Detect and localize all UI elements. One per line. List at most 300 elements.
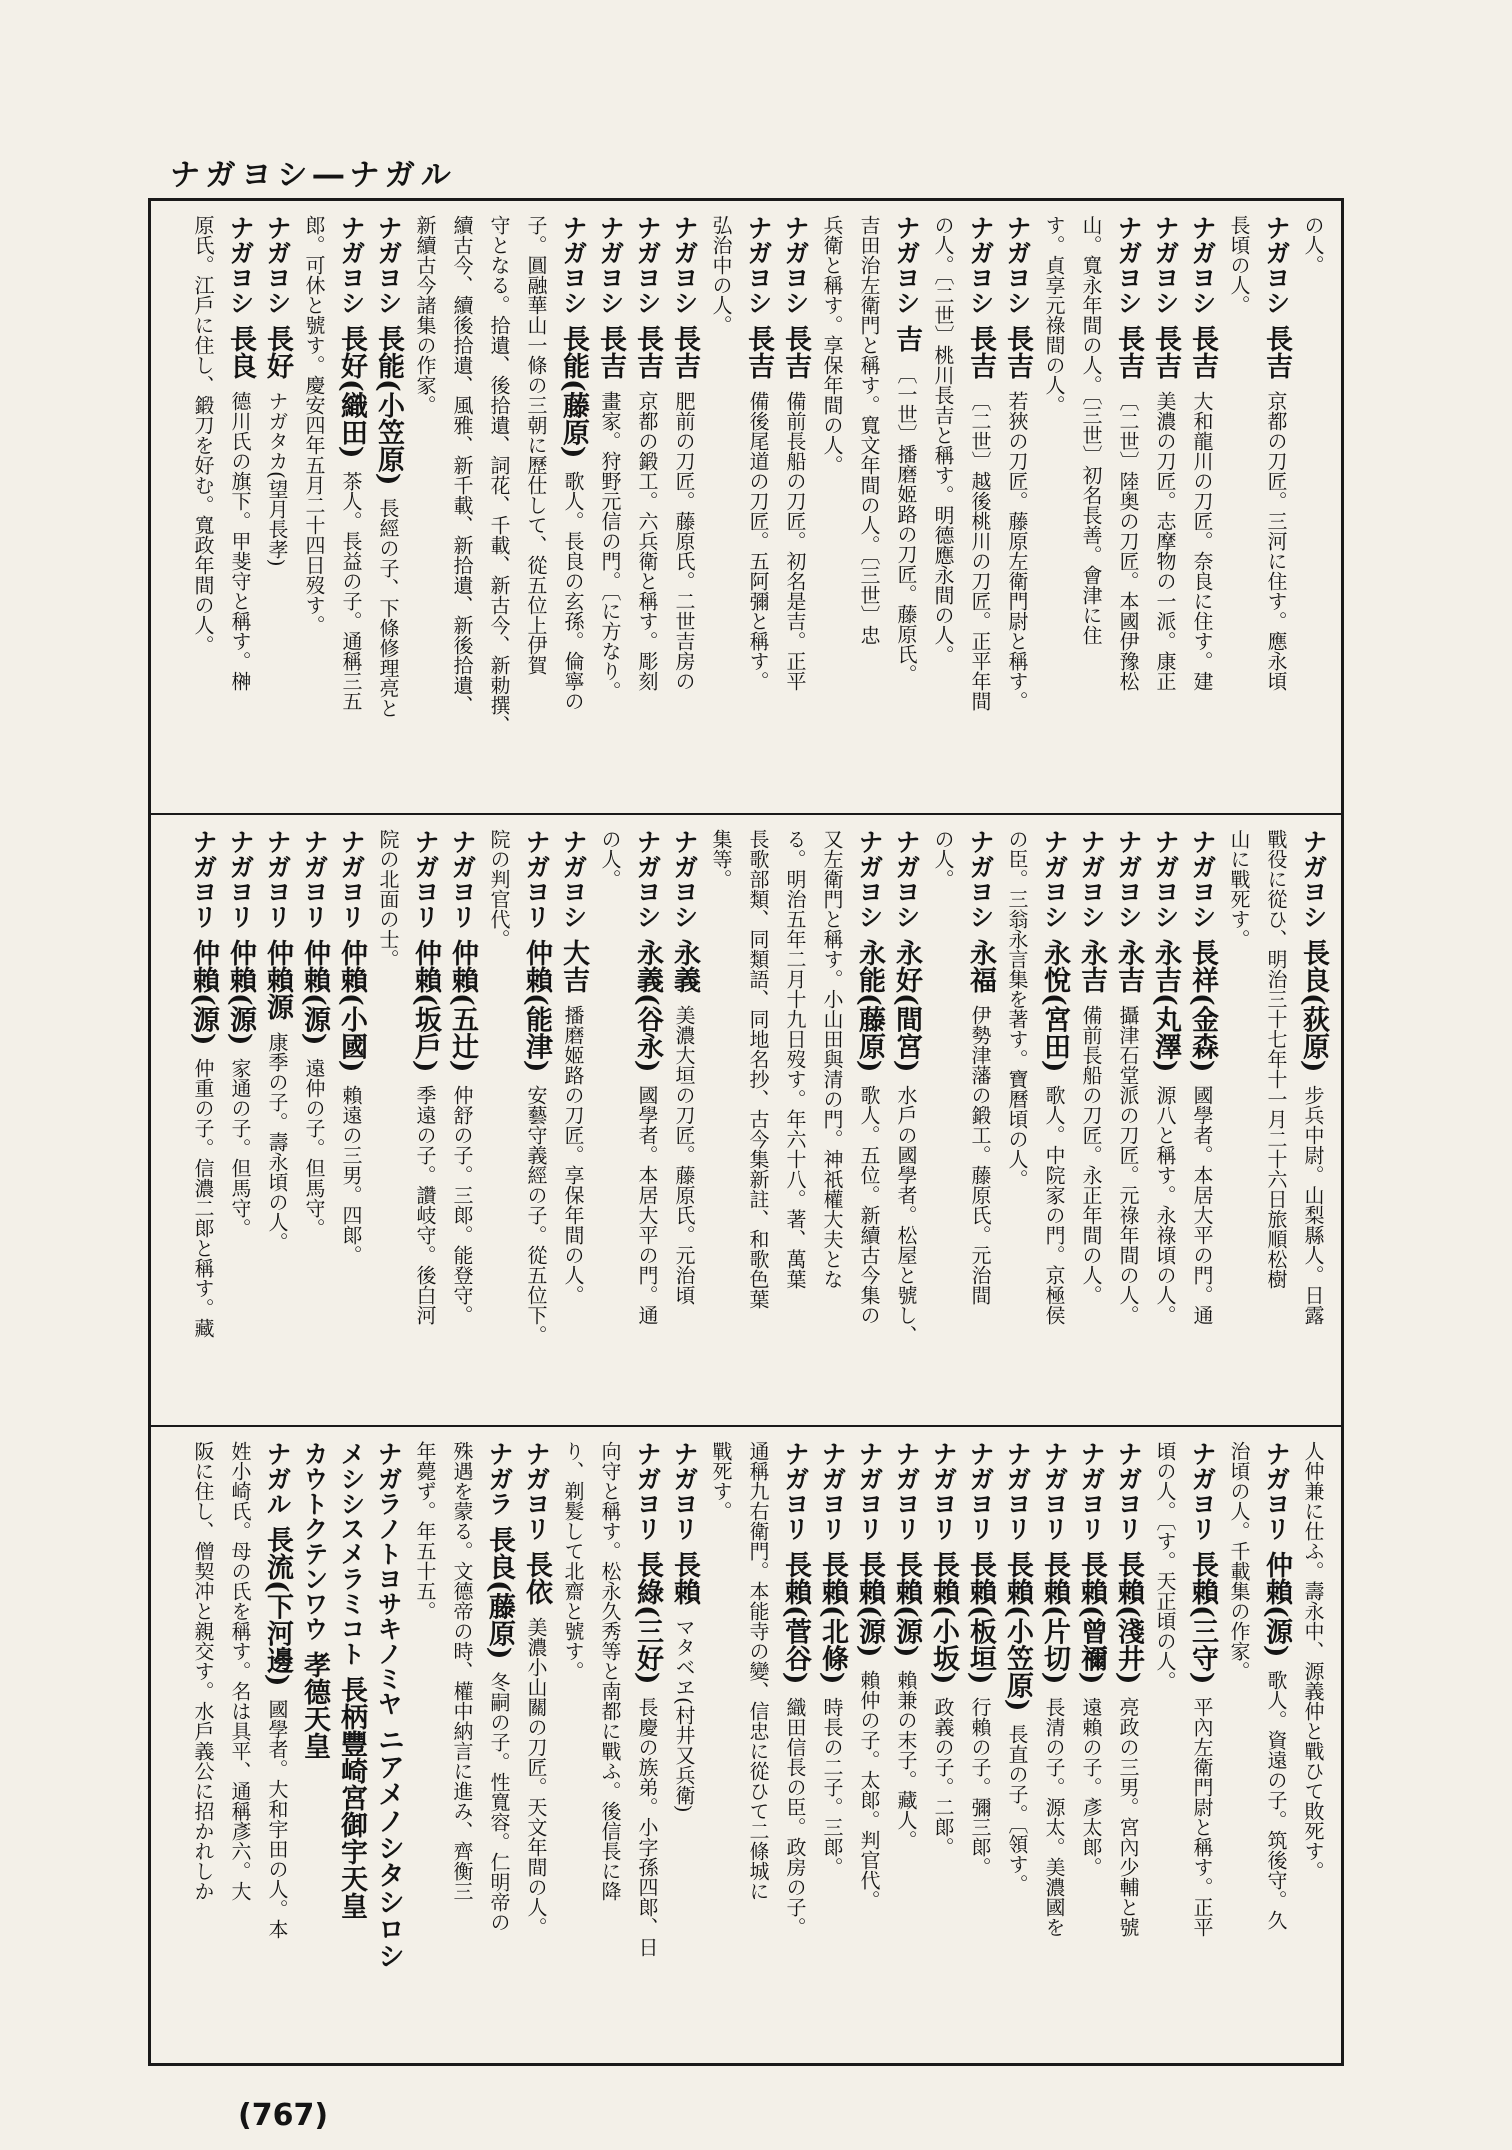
- entry-description: 備前長船の刀匠。初名是吉。正平: [783, 391, 807, 691]
- entry-description: 畫家。狩野元信の門。〔に方なり。: [598, 391, 622, 701]
- entry-continuation: [481, 215, 517, 799]
- entry-reading: ナガヨシ: [1003, 215, 1032, 315]
- entry-name: 長賴(小笠原): [1002, 1551, 1033, 1712]
- entry-description: 大和龍川の刀匠。奈良に住す。建: [1190, 391, 1214, 691]
- entry-continuation: [592, 829, 628, 1411]
- dictionary-entry: [333, 215, 369, 799]
- entry-reading: メシシスメラミコト: [337, 1441, 366, 1666]
- dictionary-entry: [1258, 215, 1294, 799]
- dictionary-entry: [222, 215, 258, 799]
- entry-continuation: [444, 215, 480, 799]
- dictionary-entry: [666, 1441, 702, 2049]
- entry-description: 德川氏の旗下。甲斐守と稱す。榊: [228, 391, 252, 691]
- entry-name: 仲賴(能津): [521, 939, 552, 1073]
- entry-continuation: [1295, 215, 1331, 799]
- entry-description: の人。: [598, 829, 622, 889]
- entry-reading: ナガヨシ: [1114, 215, 1143, 315]
- entry-continuation: [777, 829, 813, 1411]
- entry-description: 國學者。本居大平の門。通: [1190, 1084, 1214, 1325]
- entry-reading: ナガヨリ: [522, 1441, 551, 1541]
- entry-reading: ナガヨリ: [966, 1441, 995, 1541]
- entry-name: 仲賴(源): [188, 939, 219, 1046]
- entry-reading: ナガヨシ: [337, 215, 366, 315]
- dictionary-entry: [1110, 829, 1146, 1411]
- dictionary-entry: [296, 1441, 332, 2049]
- entry-reading: ナガヨリ: [818, 1441, 847, 1541]
- entry-description: 吉田治左衛門と稱す。寬文年間の人。〔三世〕忠: [857, 215, 881, 645]
- dictionary-entry: [888, 1441, 924, 2049]
- entry-description: 頃の人。〔す。天正頃の人。: [1153, 1441, 1177, 1691]
- entry-description: 冬嗣の子。性寬容。仁明帝の: [487, 1671, 511, 1932]
- entry-description: 水戶の國學者。松屋と號し、: [894, 1084, 918, 1345]
- entry-reading: ナガヨリ: [189, 829, 218, 929]
- dictionary-entry: [333, 1441, 369, 2049]
- entry-name: 長吉: [1150, 325, 1181, 379]
- dictionary-entry: [592, 215, 628, 799]
- entry-description: 康季の子。壽永頃の人。: [265, 1032, 289, 1252]
- entry-description: 遠賴の子。彥太郞。: [1079, 1696, 1103, 1877]
- entry-description: 弘治中の人。: [709, 215, 733, 335]
- entry-description: 郎。可休と號す。慶安四年五月二十四日歿す。: [302, 215, 326, 635]
- entry-description: 山に戰死す。: [1227, 829, 1251, 949]
- entry-reading: ナガヨシ: [892, 215, 921, 315]
- dictionary-entry: [1110, 215, 1146, 799]
- dictionary-entry: [259, 1441, 295, 2049]
- entry-description: 守となる。拾遺、後拾遺、詞花、千載、新古今、新勅撰、: [487, 215, 511, 735]
- entry-name: 永吉: [1076, 939, 1107, 993]
- entry-reading: ナガヨリ: [781, 1441, 810, 1541]
- entry-name: 長吉: [632, 325, 663, 379]
- entry-reading: ナガヨシ: [1077, 829, 1106, 929]
- entry-reading: ナガヨリ: [1188, 1441, 1217, 1541]
- entry-description: り、剃髮して北齋と號す。: [561, 1441, 585, 1681]
- entry-description: 又左衛門と稱す。小山田與清の門。神祇權大夫とな: [820, 829, 844, 1289]
- entry-description: 織田信長の臣。政房の子。: [783, 1696, 807, 1937]
- entry-name: 永義: [669, 939, 700, 993]
- entry-reading: ナガヨシ: [855, 829, 884, 929]
- entry-name: 長吉: [1261, 325, 1292, 379]
- entry-description: 長慶の族弟。小字孫四郞、日: [635, 1696, 659, 1957]
- entry-reading: ナガラ: [485, 1441, 514, 1516]
- entry-name: 長好(織田): [336, 325, 367, 459]
- dictionary-entry: [888, 829, 924, 1411]
- entry-description: 戰役に從ひ、明治三十七年十一月二十六日旅順松樹: [1264, 829, 1288, 1289]
- entry-description: 人仲兼に仕ふ。壽永中、源義仲と戰ひて敗死す。: [1301, 1441, 1325, 1881]
- entry-description: 歌人。長良の玄孫。倫寧の: [561, 470, 585, 711]
- entry-description: 山。寬永年間の人。〔三世〕初名長善。會津に住: [1079, 215, 1103, 645]
- entry-continuation: [703, 829, 739, 1411]
- entry-continuation: [703, 1441, 739, 2049]
- entry-continuation: [1295, 1441, 1331, 2049]
- dictionary-entry: [407, 829, 443, 1411]
- entry-reading: ナガヨリ: [522, 829, 551, 929]
- entry-continuation: [481, 829, 517, 1411]
- entry-reading: ナガヨリ: [411, 829, 440, 929]
- dictionary-entry: [370, 1441, 406, 2049]
- entry-continuation: [999, 829, 1035, 1411]
- entry-description: 歌人。中院家の門。京極侯: [1042, 1084, 1066, 1325]
- entry-reading: ナガヨシ: [374, 215, 403, 315]
- entry-reading: ナガヨシ: [226, 215, 255, 315]
- entry-name: 長吉: [965, 325, 996, 379]
- dictionary-entry: [333, 829, 369, 1411]
- entry-description: 仲重の子。信濃二郞と稱す。藏: [191, 1057, 215, 1338]
- entry-description: マタベヱ(村井又兵衛): [672, 1617, 696, 1813]
- dictionary-entry: [1258, 1441, 1294, 2049]
- entry-name: 長賴(曾禰): [1076, 1551, 1107, 1685]
- entry-name: 長良(藤原): [484, 1526, 515, 1660]
- entry-continuation: [1258, 829, 1294, 1411]
- entry-continuation: [740, 1441, 776, 2049]
- running-head: ナガヨシ―ナガル: [170, 158, 457, 193]
- dictionary-entry: [999, 1441, 1035, 2049]
- entry-name: 長吉: [669, 325, 700, 379]
- entry-description: 賴兼の末子。藏人。: [894, 1669, 918, 1850]
- entry-description: 年薨ず。年五十五。: [413, 1441, 437, 1621]
- entry-name: 長吉: [780, 325, 811, 379]
- dictionary-frame: [148, 198, 1344, 2066]
- dictionary-entry: [777, 215, 813, 799]
- entry-description: 新續古今諸集の作家。: [413, 215, 437, 415]
- entry-description: の臣。三翁永言集を著す。寶曆頃の人。: [1005, 829, 1029, 1189]
- entry-continuation: [851, 215, 887, 799]
- entry-name: 仲賴(源): [1261, 1551, 1292, 1658]
- entry-description: 長直の子。〔領す。: [1005, 1723, 1029, 1894]
- entry-description: る。明治五年二月十九日歿す。年六十八。著、萬葉: [783, 829, 807, 1289]
- entry-description: 〔一世〕播磨姬路の刀匠。藤原氏。: [894, 364, 918, 684]
- entry-reading: ナガヨシ: [1262, 215, 1291, 315]
- entry-continuation: [1073, 215, 1109, 799]
- entry-description: 院の判官代。: [487, 829, 511, 949]
- entry-continuation: [1221, 829, 1257, 1411]
- entry-description: す。貞享元祿間の人。: [1042, 215, 1066, 415]
- entry-name: 長好: [262, 325, 293, 379]
- dictionary-entry: [999, 215, 1035, 799]
- entry-name: 永福: [965, 939, 996, 993]
- entry-description: 殊遇を蒙る。文德帝の時、權中納言に進み、齊衡三: [450, 1441, 474, 1901]
- entry-name: 長賴(源): [854, 1551, 885, 1658]
- entry-reading: ナガヨリ: [1040, 1441, 1069, 1541]
- dictionary-entry: [1147, 215, 1183, 799]
- entry-description: 京都の鍛工。六兵衛と稱す。彫刻: [635, 391, 659, 691]
- entry-description: 國學者。大和宇田の人。本: [265, 1698, 289, 1939]
- entry-name: 長良(荻原): [1298, 939, 1329, 1073]
- dictionary-entry: [888, 215, 924, 799]
- dictionary-entry: [777, 1441, 813, 2049]
- entry-name: ニアメノシタシロシ: [373, 1726, 404, 1969]
- dictionary-entry: [1073, 1441, 1109, 2049]
- entry-description: 歌人。資遠の子。筑後守。久: [1264, 1669, 1288, 1930]
- entry-reading: ナガヨシ: [1188, 829, 1217, 929]
- dictionary-entry: [555, 829, 591, 1411]
- dictionary-entry: [962, 829, 998, 1411]
- entry-description: 亮政の三男。宮內少輔と號: [1116, 1696, 1140, 1937]
- entry-continuation: [296, 215, 332, 799]
- dictionary-entry: [1295, 829, 1331, 1411]
- entry-reading: ナガヨシ: [1299, 829, 1328, 929]
- entry-continuation: [407, 1441, 443, 2049]
- entry-name: 長賴(菅谷): [780, 1551, 811, 1685]
- entry-name: 仲賴(源): [299, 939, 330, 1046]
- entry-description: 歌人。五位。新續古今集の: [857, 1084, 881, 1325]
- entry-reading: ナガヨシ: [1114, 829, 1143, 929]
- entry-description: 賴仲の子。太郞。判官代。: [857, 1669, 881, 1910]
- dictionary-entry: [296, 829, 332, 1411]
- entry-description: 肥前の刀匠。藤原氏。二世吉房の: [672, 391, 696, 691]
- entry-description: 平內左衛門尉と稱す。正平: [1190, 1696, 1214, 1937]
- entry-name: 仲賴(坂戶): [410, 939, 441, 1073]
- entry-continuation: [370, 829, 406, 1411]
- entry-continuation: [1147, 1441, 1183, 2049]
- entry-name: 永吉(丸澤): [1150, 939, 1181, 1073]
- entry-reading: カウトクテンワウ: [300, 1441, 329, 1641]
- entry-description: 京都の刀匠。三河に住す。應永頃: [1264, 391, 1288, 691]
- entry-description: 長經の子、下條修理亮と: [376, 497, 400, 718]
- dictionary-entry: [962, 215, 998, 799]
- entry-name: 長祥(金森): [1187, 939, 1218, 1073]
- entry-reading: ナガヨリ: [300, 829, 329, 929]
- entry-description: 若狹の刀匠。藤原左衛門尉と稱す。: [1005, 391, 1029, 711]
- entry-description: 長清の子。源太。美濃國を: [1042, 1696, 1066, 1937]
- entry-name: 長柄豐崎宮御宇天皇: [336, 1676, 367, 1919]
- entry-name: 長賴(板垣): [965, 1551, 996, 1685]
- entry-reading: ナガル: [263, 1441, 292, 1516]
- entry-reading: ナガヨシ: [1151, 215, 1180, 315]
- dictionary-entry: [185, 829, 221, 1411]
- entry-description: 伊勢津藩の鍛工。藤原氏。元治間: [968, 1005, 992, 1305]
- entry-name: 吉: [891, 325, 922, 352]
- entry-description: 仲舒の子。三郞。能登守。: [450, 1084, 474, 1325]
- entry-description: 〔二世〕越後桃川の刀匠。正平年間: [968, 391, 992, 711]
- entry-description: 〔二世〕陸奥の刀匠。本國伊豫松: [1116, 391, 1140, 691]
- entry-description: 美濃の刀匠。志摩物の一派。康正: [1153, 391, 1177, 691]
- entry-description: 子。圓融華山一條の三朝に歷仕して、從五位上伊賀: [524, 215, 548, 675]
- entry-reading: ナガヨシ: [1188, 215, 1217, 315]
- entry-description: 國學者。本居大平の門。通: [635, 1084, 659, 1325]
- entry-continuation: [555, 1441, 591, 2049]
- entry-name: 長吉: [1113, 325, 1144, 379]
- entry-name: 長流(下河邊): [262, 1526, 293, 1687]
- dictionary-entry: [740, 215, 776, 799]
- entry-name: 永好(間宮): [891, 939, 922, 1073]
- entry-description: 源八と稱す。永祿頃の人。: [1153, 1084, 1177, 1325]
- entry-description: 原氏。江戶に住し、鍛刀を好む。寬政年間の人。: [191, 215, 215, 655]
- entry-continuation: [740, 829, 776, 1411]
- entry-description: 賴遠の三男。四郞。: [339, 1084, 363, 1265]
- entry-name: 長賴(片切): [1039, 1551, 1070, 1685]
- dictionary-entry: [814, 1441, 850, 2049]
- dictionary-entry: [1036, 1441, 1072, 2049]
- entry-reading: ナガヨリ: [263, 829, 292, 929]
- band-bottom: [151, 1425, 1341, 2063]
- entry-description: 姓小崎氏。母の氏を稱す。名は具平、通稱彥六。大: [228, 1441, 252, 1901]
- entry-continuation: [925, 215, 961, 799]
- entry-description: 美濃大垣の刀匠。藤原氏。元治頃: [672, 1005, 696, 1305]
- entry-reading: ナガヨリ: [1077, 1441, 1106, 1541]
- entry-name: 永義(谷永): [632, 939, 663, 1073]
- entry-description: 向守と稱す。松永久秀等と南都に戰ふ。後信長に降: [598, 1441, 622, 1901]
- entry-reading: ナガヨリ: [855, 1441, 884, 1541]
- entry-reading: ナガヨリ: [892, 1441, 921, 1541]
- entry-continuation: [444, 1441, 480, 2049]
- dictionary-entry: [629, 1441, 665, 2049]
- entry-reading: ナガヨシ: [1040, 829, 1069, 929]
- entry-continuation: [814, 215, 850, 799]
- entry-name: 長賴(北條): [817, 1551, 848, 1685]
- entry-reading: ナガヨシ: [263, 215, 292, 315]
- entry-description: の人。〔二世〕桃川長吉と稱す。明德應永間の人。: [931, 215, 955, 665]
- dictionary-entry: [1036, 829, 1072, 1411]
- entry-reading: ナガヨリ: [448, 829, 477, 929]
- entry-reading: ナガヨシ: [559, 215, 588, 315]
- dictionary-entry: [259, 829, 295, 1411]
- dictionary-entry: [1184, 1441, 1220, 2049]
- entry-continuation: [814, 829, 850, 1411]
- entry-description: 兵衛と稱す。享保年間の人。: [820, 215, 844, 475]
- entry-name: 長賴(淺井): [1113, 1551, 1144, 1685]
- entry-continuation: [1221, 215, 1257, 799]
- entry-description: 長歌部類、同類語、同地名抄、古今集新註、和歌色葉: [746, 829, 770, 1309]
- entry-continuation: [925, 829, 961, 1411]
- entry-continuation: [185, 215, 221, 799]
- entry-description: 集等。: [709, 829, 733, 889]
- entry-reading: ナガヨシ: [966, 829, 995, 929]
- entry-reading: ナガヨシ: [596, 215, 625, 315]
- entry-description: 美濃小山關の刀匠。天文年間の人。: [524, 1617, 548, 1937]
- entry-reading: ナガヨリ: [929, 1441, 958, 1541]
- entry-reading: ナガヨシ: [1151, 829, 1180, 929]
- dictionary-entry: [1110, 1441, 1146, 2049]
- entry-name: 永能(藤原): [854, 939, 885, 1073]
- entry-reading: ナガヨシ: [781, 215, 810, 315]
- dictionary-entry: [925, 1441, 961, 2049]
- entry-description: 季遠の子。讚岐守。後白河: [413, 1084, 437, 1325]
- entry-continuation: [1221, 1441, 1257, 2049]
- entry-description: の人。: [931, 829, 955, 889]
- entry-reading: ナガヨシ: [559, 829, 588, 929]
- dictionary-entry: [666, 829, 702, 1411]
- dictionary-entry: [629, 215, 665, 799]
- entry-description: 阪に住し、僧契冲と親交す。水戶義公に招かれしか: [191, 1441, 215, 1901]
- entry-description: ナガタカ(望月長孝): [265, 391, 289, 567]
- entry-description: 通稱九右衛門。本能寺の變、信忠に從ひて二條城に: [746, 1441, 770, 1901]
- entry-reading: ナガヨシ: [670, 215, 699, 315]
- entry-continuation: [592, 1441, 628, 2049]
- entry-continuation: [185, 1441, 221, 2049]
- entry-name: 長賴(三守): [1187, 1551, 1218, 1685]
- entry-description: 長頃の人。: [1227, 215, 1251, 315]
- entry-name: 仲賴(源): [225, 939, 256, 1046]
- dictionary-entry: [1184, 829, 1220, 1411]
- entry-description: 備前長船の刀匠。永正年間の人。: [1079, 1005, 1103, 1305]
- entry-name: 長能(藤原): [558, 325, 589, 459]
- dictionary-entry: [518, 829, 554, 1411]
- entry-reading: ナガヨシ: [633, 215, 662, 315]
- entry-description: 治頃の人。千載集の作家。: [1227, 1441, 1251, 1681]
- entry-reading: ナガヨシ: [892, 829, 921, 929]
- entry-reading: ナガヨリ: [633, 1441, 662, 1541]
- entry-reading: ナガヨリ: [337, 829, 366, 929]
- dictionary-entry: [851, 1441, 887, 2049]
- page-number: (767): [238, 2098, 329, 2133]
- dictionary-entry: [222, 829, 258, 1411]
- entry-continuation: [703, 215, 739, 799]
- dictionary-entry: [1073, 829, 1109, 1411]
- entry-name: 孝德天皇: [299, 1651, 330, 1759]
- entry-description: 政義の子。二郞。: [931, 1696, 955, 1857]
- entry-description: 時長の二子。三郞。: [820, 1696, 844, 1877]
- dictionary-entry: [444, 829, 480, 1411]
- entry-description: 播磨姬路の刀匠。享保年間の人。: [561, 1005, 585, 1305]
- entry-reading: ナガヨリ: [1003, 1441, 1032, 1541]
- entry-description: 步兵中尉。山梨縣人。日露: [1301, 1084, 1325, 1325]
- entry-description: 行賴の子。彌三郞。: [968, 1696, 992, 1877]
- dictionary-entry: [962, 1441, 998, 2049]
- entry-continuation: [518, 215, 554, 799]
- band-top: [151, 201, 1341, 813]
- entry-continuation: [222, 1441, 258, 2049]
- entry-continuation: [1036, 215, 1072, 799]
- entry-name: 永悅(宮田): [1039, 939, 1070, 1073]
- entry-reading: ナガヨリ: [670, 1441, 699, 1541]
- entry-continuation: [407, 215, 443, 799]
- dictionary-entry: [666, 215, 702, 799]
- entry-description: の人。: [1301, 215, 1325, 275]
- entry-name: 長吉: [1187, 325, 1218, 379]
- entry-reading: ナガヨシ: [633, 829, 662, 929]
- entry-description: 院の北面の士。: [376, 829, 400, 969]
- entry-name: 長綠(三好): [632, 1551, 663, 1685]
- dictionary-entry: [555, 215, 591, 799]
- entry-description: 遠仲の子。但馬守。: [302, 1057, 326, 1238]
- entry-description: 安藝守義經の子。從五位下。: [524, 1084, 548, 1345]
- entry-reading: ナガヨリ: [1114, 1441, 1143, 1541]
- entry-description: 戰死す。: [709, 1441, 733, 1521]
- dictionary-entry: [1184, 215, 1220, 799]
- entry-reading: ナガラノトヨサキノミヤ: [374, 1441, 403, 1716]
- entry-name: 大吉: [558, 939, 589, 993]
- entry-name: 長賴: [669, 1551, 700, 1605]
- entry-description: 攝津石堂派の刀匠。元祿年間の人。: [1116, 1005, 1140, 1325]
- entry-reading: ナガヨシ: [744, 215, 773, 315]
- entry-name: 永吉: [1113, 939, 1144, 993]
- entry-name: 長依: [521, 1551, 552, 1605]
- entry-description: 備後尾道の刀匠。五阿彌と稱す。: [746, 391, 770, 691]
- entry-reading: ナガヨシ: [670, 829, 699, 929]
- entry-reading: ナガヨリ: [226, 829, 255, 929]
- entry-name: 長賴(小坂): [928, 1551, 959, 1685]
- dictionary-entry: [518, 1441, 554, 2049]
- entry-name: 長吉: [1002, 325, 1033, 379]
- entry-name: 長能(小笠原): [373, 325, 404, 486]
- entry-name: 長吉: [743, 325, 774, 379]
- dictionary-entry: [259, 215, 295, 799]
- entry-name: 長吉: [595, 325, 626, 379]
- entry-description: 家通の子。但馬守。: [228, 1057, 252, 1238]
- dictionary-entry: [481, 1441, 517, 2049]
- entry-name: 仲賴(五辻): [447, 939, 478, 1073]
- entry-description: 茶人。長益の子。通稱三五: [339, 470, 363, 711]
- entry-reading: ナガヨシ: [966, 215, 995, 315]
- entry-reading: ナガヨリ: [1262, 1441, 1291, 1541]
- dictionary-entry: [370, 215, 406, 799]
- dictionary-entry: [851, 829, 887, 1411]
- band-middle: [151, 813, 1341, 1425]
- entry-name: 仲賴源: [262, 939, 293, 1020]
- dictionary-entry: [1147, 829, 1183, 1411]
- entry-name: 長賴(源): [891, 1551, 922, 1658]
- dictionary-entry: [629, 829, 665, 1411]
